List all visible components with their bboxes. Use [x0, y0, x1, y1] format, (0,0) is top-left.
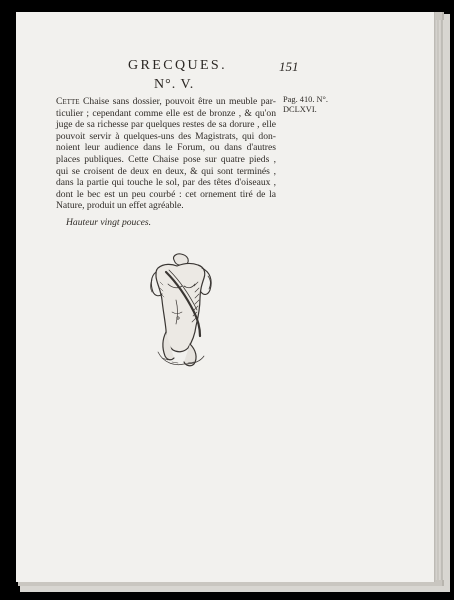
- text-line: juge de sa richesse par quelques restes de sa dorure , elle: [56, 119, 276, 131]
- text-line: [56, 96, 276, 108]
- text-line: ticulier ; cependant comme elle est de bronze , & qu'on: [56, 107, 276, 119]
- page-fore-edge: [434, 20, 444, 580]
- text-line: dont le bec est un peu courbé : cet ornement tiré de la: [56, 188, 276, 200]
- text-line: dans la partie qui touche le sol, par des têtes d'oiseaux ,: [56, 177, 276, 189]
- dimension-note: Hauteur vingt pouces.: [66, 217, 151, 228]
- body-paragraph: [56, 96, 276, 212]
- page-number: 151: [279, 59, 299, 74]
- running-head: GRECQUES.: [128, 58, 227, 73]
- text-line: noient leur audience dans le Forum, ou dans d'autres: [56, 142, 276, 154]
- engraved-torso-figure-icon: [144, 252, 218, 370]
- text-line: Nature, produit un effet agréable.: [56, 200, 184, 212]
- margin-reference: [283, 95, 328, 116]
- text-line: places publiques. Cette Chaise pose sur quatre pieds ,: [56, 153, 276, 165]
- text-line: qui se croisent de deux en deux, & qui sont terminés ,: [56, 165, 276, 177]
- section-title: N°. V.: [154, 77, 195, 92]
- margin-reference-page: Pag. 410. N°.: [283, 95, 328, 104]
- lead-word: Cette: [56, 96, 80, 107]
- text-line-content: Chaise sans dossier, pouvoit être un meuble par-: [79, 96, 276, 107]
- text-line: pouvoit servir à quelques-uns des Magistrats, qui don-: [56, 130, 276, 142]
- margin-reference-plate: DCLXVI.: [283, 105, 317, 115]
